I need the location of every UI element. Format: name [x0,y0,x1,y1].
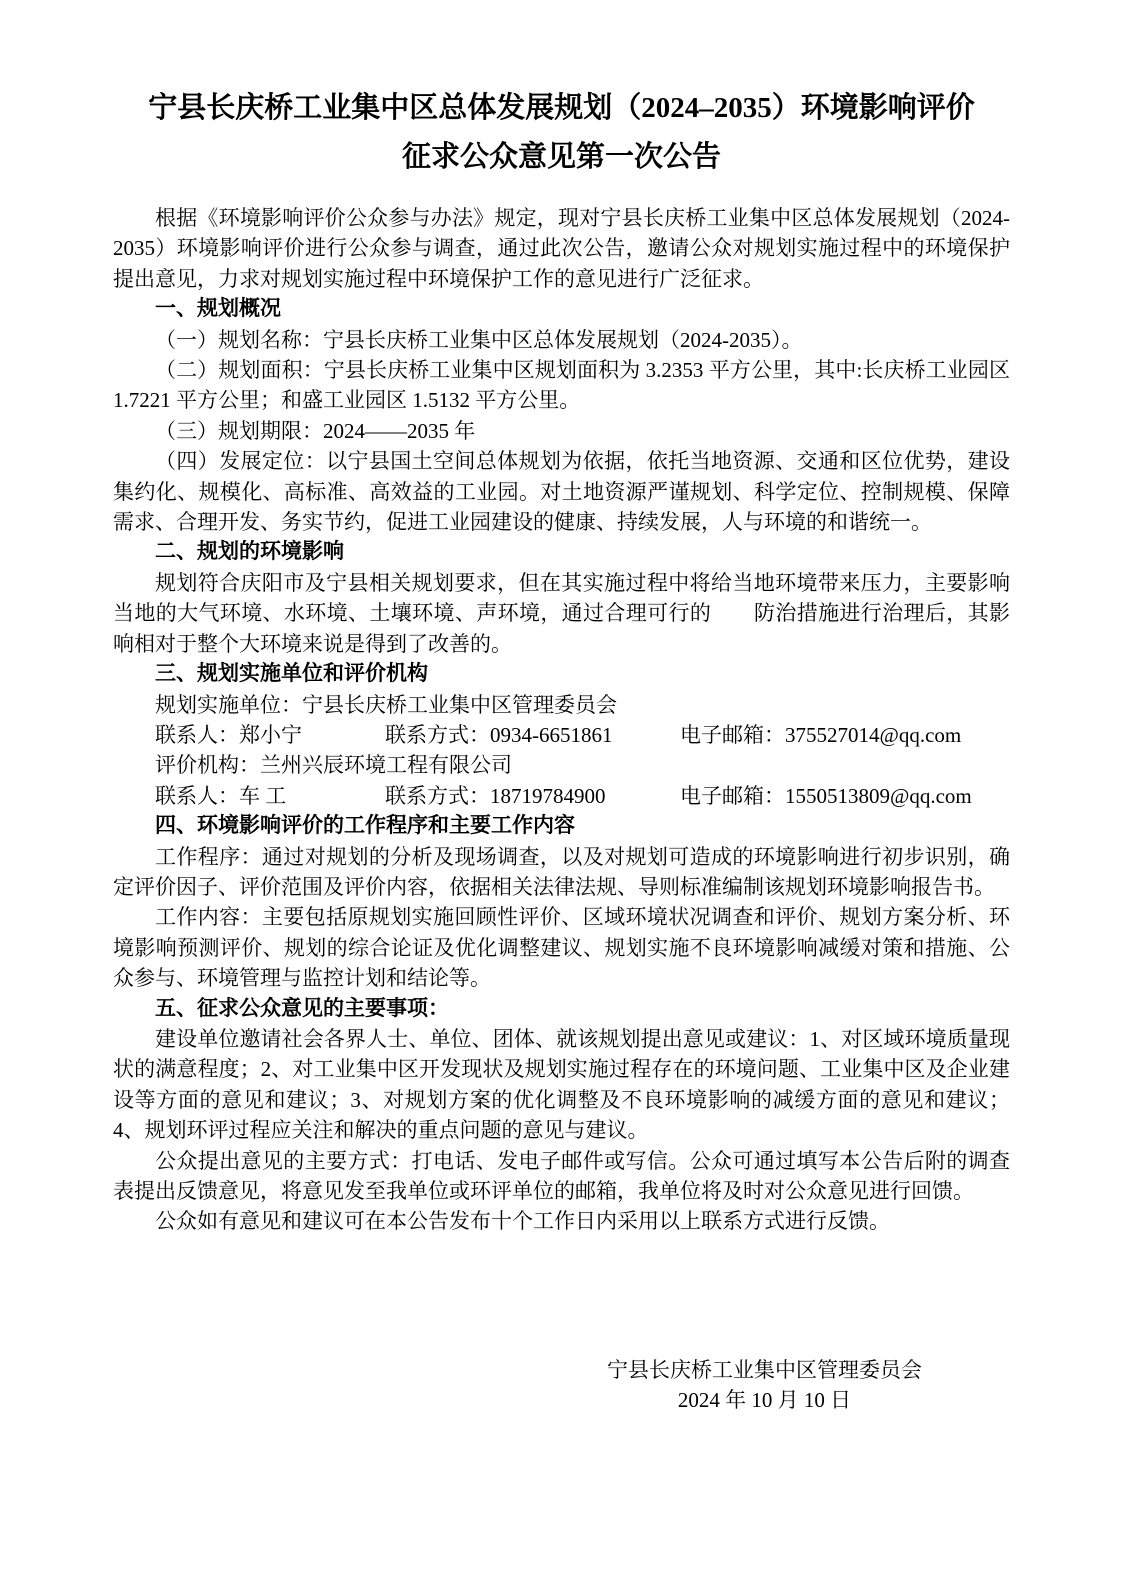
implementer-contact-person: 联系人：郑小宁 [155,722,302,747]
implementer-contact-email: 电子邮箱：375527014@qq.com [680,722,962,747]
section5-items-paragraph: 建设单位邀请社会各界人士、单位、团体、就该规划提出意见或建议：1、对区域环境质量现状的满意程度；2、对工业集中区开发现状及规划实施过程存在的环境问题、工业集中区及企业建设等方面的意见和建议；3、对规划方案的优化调整及不良环境影响的减缓方面的意见和建议；4、规划环评过程应关注和解决的重点问题的意见与建议。 [113,1026,1010,1143]
document-body [113,203,1010,1237]
intro-paragraph: 根据《环境影响评价公众参与办法》规定，现对宁县长庆桥工业集中区总体发展规划（2024-2035）环境影响评价进行公众参与调查，通过此次公告，邀请公众对规划实施过程中的环境保护提出意见，力求对规划实施过程中环境保护工作的意见进行广泛征求。 [113,206,1010,291]
section1-item3-plan-period: （三）规划期限：2024——2035 年 [155,418,476,443]
document-title [113,84,1010,182]
signature-date: 2024 年 10 月 10 日 [677,1388,852,1413]
document-title-line2: 征求公众意见第一次公告 [401,141,721,173]
signature-block [607,1355,922,1416]
signature-org: 宁县长庆桥工业集中区管理委员会 [607,1357,922,1382]
document-title-line1: 宁县长庆桥工业集中区总体发展规划（2024–2035）环境影响评价 [148,92,975,124]
section4-content-paragraph: 工作内容：主要包括原规划实施回顾性评价、区域环境状况调查和评价、规划方案分析、环境影响预测评价、规划的综合论证及优化调整建议、规划实施不良环境影响减缓对策和措施、公众参与、环境管理与监控计划和结论等。 [113,905,1010,991]
section1-item2-plan-area: （二）规划面积：宁县长庆桥工业集中区规划面积为 3.2353 平方公里，其中:长庆桥工业园区 1.7221 平方公里；和盛工业园区 1.5132 平方公里。 [113,358,1010,413]
contact-row-evaluator [113,781,1010,811]
section5-methods-paragraph: 公众提出意见的主要方式：打电话、发电子邮件或写信。公众可通过填写本公告后附的调查表提出反馈意见，将意见发至我单位或环评单位的邮箱，我单位将及时对公众意见进行回馈。 [113,1148,1010,1203]
section4-procedure-paragraph: 工作程序：通过对规划的分析及现场调查，以及对规划可造成的环境影响进行初步识别，确定评价因子、评价范围及评价内容，依据相关法律法规、导则标准编制该规划环境影响报告书。 [113,844,1010,899]
section2-heading: 二、规划的环境影响 [155,540,344,564]
section1-item1-plan-name: （一）规划名称：宁县长庆桥工业集中区总体发展规划（2024-2035）。 [155,327,803,352]
section5-deadline-paragraph: 公众如有意见和建议可在本公告发布十个工作日内采用以上联系方式进行反馈。 [155,1209,890,1234]
evaluator-contact-email: 电子邮箱：1550513809@qq.com [680,783,972,808]
section4-heading: 四、环境影响评价的工作程序和主要工作内容 [155,814,575,838]
implementer-line: 规划实施单位：宁县长庆桥工业集中区管理委员会 [155,692,617,717]
announcement-document [113,84,1010,1416]
evaluator-contact-phone: 联系方式：18719784900 [385,783,606,808]
section5-heading: 五、征求公众意见的主要事项： [155,996,449,1020]
section1-heading: 一、规划概况 [155,297,281,321]
evaluator-line: 评价机构：兰州兴辰环境工程有限公司 [155,753,512,778]
section3-heading: 三、规划实施单位和评价机构 [155,662,428,686]
evaluator-contact-person: 联系人：车 工 [155,783,287,808]
section1-item4-development-position: （四）发展定位：以宁县国土空间总体规划为依据，依托当地资源、交通和区位优势，建设集约化、规模化、高标准、高效益的工业园。对土地资源严谨规划、科学定位、控制规模、保障需求、合理开发、务实节约，促进工业园建设的健康、持续发展，人与环境的和谐统一。 [113,449,1010,535]
section2-paragraph: 规划符合庆阳市及宁县相关规划要求，但在其实施过程中将给当地环境带来压力，主要影响当地的大气环境、水环境、土壤环境、声环境，通过合理可行的 防治措施进行治理后，其影响相对于整个大环境来说是得到了改善的。 [113,570,1010,656]
implementer-contact-phone: 联系方式：0934-6651861 [385,722,613,747]
contact-row-implementer [113,720,1010,750]
